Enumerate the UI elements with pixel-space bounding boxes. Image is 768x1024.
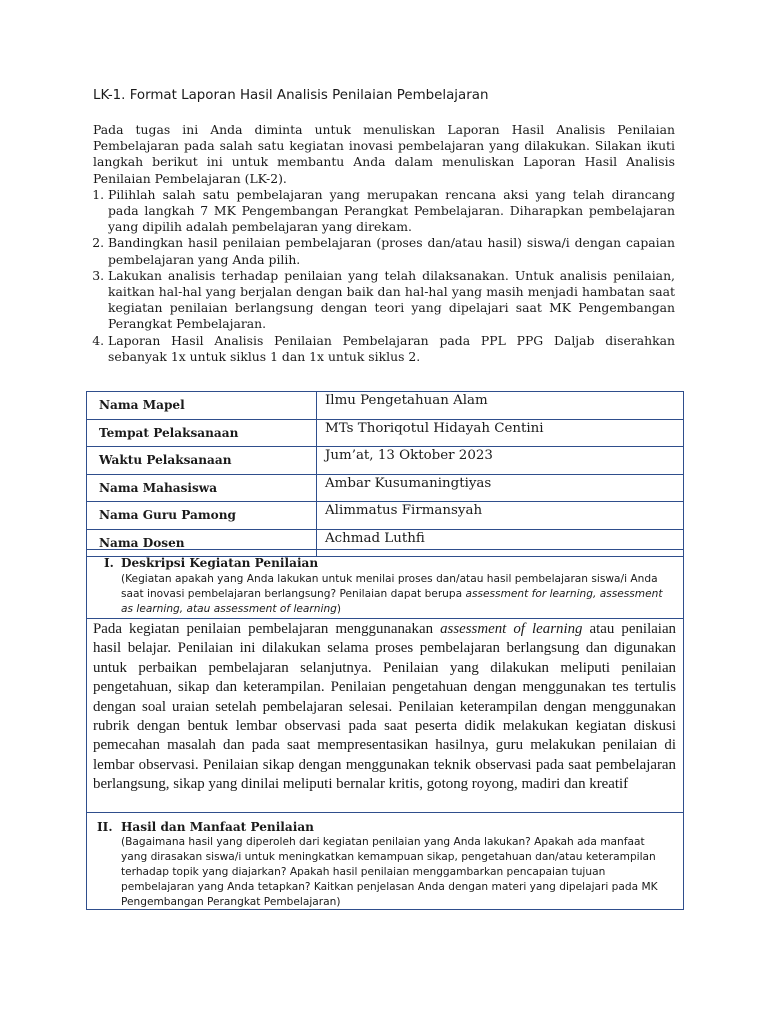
section-1-title: Deskripsi Kegiatan Penilaian	[121, 556, 319, 570]
section-1-number: I.	[104, 556, 114, 570]
document-title: LK-1. Format Laporan Hasil Analisis Penilaian Pembelajaran	[93, 88, 489, 103]
nama-guru-pamong-label: Nama Guru Pamong	[87, 502, 317, 530]
step-item: 4. Laporan Hasil Analisis Penilaian Pembelajaran pada PPL PPG Daljab diserahkan sebanyak 1x untuk siklus 1 dan 1x untuk siklus 2.	[108, 333, 675, 365]
nama-guru-pamong-value: Alimmatus Firmansyah	[317, 502, 684, 530]
tempat-pelaksanaan-value: MTs Thoriqotul Hidayah Centini	[317, 419, 684, 447]
waktu-pelaksanaan-label: Waktu Pelaksanaan	[87, 447, 317, 475]
section-2-note: (Bagaimana hasil yang diperoleh dari kegiatan penilaian yang Anda lakukan? Apakah ada manfaat yang dirasakan siswa/i untuk meningkatkan kemampuan sikap, pengetahuan dan/atau keterampilan terhadap topik yang diajarkan? Apakah hasil penilaian menggambarkan pencapaian tujuan pembelajaran yang Anda tetapkan? Kaitkan penjelasan Anda dengan materi yang dipelajari pada MK Pengembangan Perangkat Pembelajaran)	[121, 836, 658, 908]
section-1-note	[121, 572, 673, 617]
nama-mapel-value: Ilmu Pengetahuan Alam	[317, 392, 684, 420]
section-1-header	[86, 549, 684, 619]
section-1-note-italic: assessment for learning, assessment as learning, atau assessment of learning	[121, 588, 663, 615]
table-row	[87, 447, 684, 475]
table-row	[87, 474, 684, 502]
waktu-pelaksanaan-value: Jum’at, 13 Oktober 2023	[317, 447, 684, 475]
table-row	[87, 419, 684, 447]
nama-dosen-value: Achmad Luthfi	[317, 529, 684, 557]
step-item: 2. Bandingkan hasil penilaian pembelajaran (proses dan/atau hasil) siswa/i dengan capaian pembelajaran yang Anda pilih.	[108, 235, 675, 267]
nama-mapel-label: Nama Mapel	[87, 392, 317, 420]
intro-paragraph: Pada tugas ini Anda diminta untuk menuliskan Laporan Hasil Analisis Penilaian Pembelajaran pada salah satu kegiatan inovasi pembelajaran yang dilakukan. Silakan ikuti langkah berikut ini untuk membantu Anda dalam menuliskan Laporan Hasil Analisis Penilaian Pembelajaran (LK-2).	[93, 122, 675, 186]
section-1-note-end: )	[336, 603, 342, 615]
section-2-title: Hasil dan Manfaat Penilaian	[121, 820, 314, 834]
answer-text-italic: assessment of learning	[440, 621, 583, 637]
section-2-header	[86, 812, 684, 910]
nama-mahasiswa-label: Nama Mahasiswa	[87, 474, 317, 502]
table-row	[87, 392, 684, 420]
table-row	[87, 502, 684, 530]
section-2-number: II.	[97, 820, 113, 834]
step-item: 1. Pilihlah salah satu pembelajaran yang merupakan rencana aksi yang telah dirancang pada langkah 7 MK Pengembangan Perangkat Pembelajaran. Diharapkan pembelajaran yang dipilih adalah pembelajaran yang direkam.	[108, 187, 675, 236]
steps-list	[93, 187, 675, 365]
section-1-answer	[86, 618, 684, 813]
nama-dosen-label: Nama Dosen	[87, 529, 317, 557]
answer-text-start: Pada kegiatan penilaian pembelajaran menggunanakan	[93, 621, 441, 637]
answer-text-rest: atau penilaian hasil belajar. Penilaian ini dilakukan selama proses pembelajaran berlangsung dan digunakan untuk perbaikan pembelajaran selanjutnya. Penilaian yang dilakukan meliputi penilaian pengetahuan, sikap dan keterampilan. Penilaian pengetahuan dengan menggunakan tes tertulis dengan soal uraian setelah pembelajaran selesai. Penilaian keterampilan dengan menggunakan rubrik dengan bentuk lembar observasi pada saat peserta didik melakukan kegiatan diskusi pemecahan masalah dan pada saat mempresentasikan hasilnya, guru melakukan penilaian di lembar observasi. Penilaian sikap dengan menggunakan teknik observasi pada saat pembelajaran berlangsung, sikap yang dinilai meliputi bernalar kritis, gotong royong, madiri dan kreatif	[93, 621, 677, 793]
tempat-pelaksanaan-label: Tempat Pelaksanaan	[87, 419, 317, 447]
nama-mahasiswa-value: Ambar Kusumaningtiyas	[317, 474, 684, 502]
step-item: 3. Lakukan analisis terhadap penilaian yang telah dilaksanakan. Untuk analisis penilaian, kaitkan hal-hal yang berjalan dengan baik dan hal-hal yang masih menjadi hambatan saat kegiatan penilaian berlangsung dengan teori yang dipelajari saat MK Pengembangan Perangkat Pembelajaran.	[108, 268, 675, 333]
info-table	[86, 391, 684, 557]
section-1-note-text: (Kegiatan apakah yang Anda lakukan untuk menilai proses dan/atau hasil pembelajaran siswa/i Anda saat inovasi pembelajaran berlangsung? Penilaian dapat berupa	[121, 573, 658, 600]
answer-paragraph	[93, 620, 676, 795]
instructions	[93, 122, 675, 365]
